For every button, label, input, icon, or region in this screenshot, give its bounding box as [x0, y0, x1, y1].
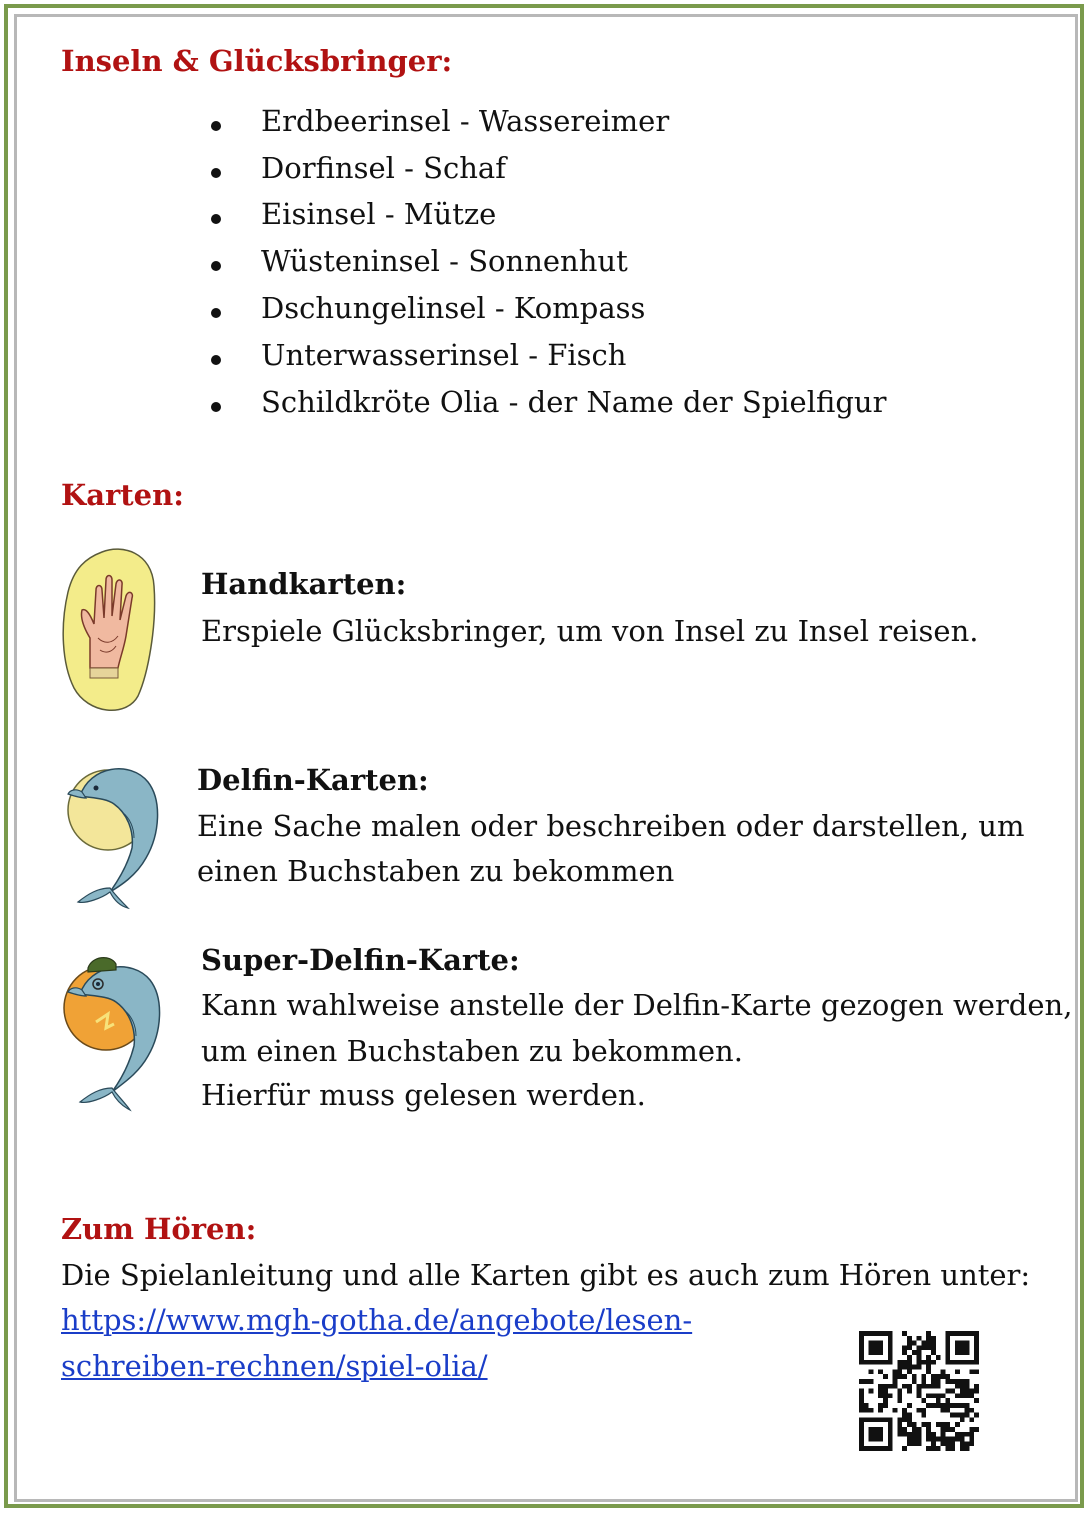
- qr-code-icon: [859, 1331, 979, 1451]
- super-dolphin-card-line: Kann wahlweise anstelle der Delfin-Karte gezogen werden,: [201, 988, 1073, 1022]
- bullet-icon: [211, 308, 221, 318]
- dolphin-card-line: einen Buchstaben zu bekommen: [197, 854, 675, 888]
- super-dolphin-card-title: Super-Delfin-Karte:: [201, 943, 520, 977]
- list-item-text: Schildkröte Olia - der Name der Spielfigur: [261, 385, 887, 419]
- hand-card-icon: [60, 546, 160, 714]
- audio-link[interactable]: schreiben-rechnen/spiel-olia/: [61, 1349, 488, 1383]
- listen-heading: Zum Hören:: [61, 1212, 257, 1246]
- bullet-icon: [211, 214, 221, 224]
- super-dolphin-card-line: Hierfür muss gelesen werden.: [201, 1078, 646, 1112]
- dolphin-card-title: Delfin-Karten:: [197, 763, 429, 797]
- islands-heading: Inseln & Glücksbringer:: [61, 44, 453, 78]
- bullet-icon: [211, 121, 221, 131]
- bullet-icon: [211, 261, 221, 271]
- cards-heading: Karten:: [61, 478, 184, 512]
- hand-card-title: Handkarten:: [201, 567, 407, 601]
- audio-link[interactable]: https://www.mgh-gotha.de/angebote/lesen-: [61, 1303, 693, 1337]
- listen-text: Die Spielanleitung und alle Karten gibt es auch zum Hören unter:: [61, 1258, 1031, 1292]
- list-item-text: Erdbeerinsel - Wassereimer: [261, 104, 670, 138]
- bullet-icon: [211, 402, 221, 412]
- super-dolphin-card-line: um einen Buchstaben zu bekommen.: [201, 1034, 743, 1068]
- super-dolphin-card-icon: [62, 944, 174, 1114]
- list-item-text: Dorfinsel - Schaf: [261, 151, 506, 185]
- list-item-text: Wüsteninsel - Sonnenhut: [261, 244, 628, 278]
- bullet-icon: [211, 355, 221, 365]
- listen-link-line[interactable]: [61, 1349, 488, 1383]
- listen-link-line[interactable]: [61, 1303, 692, 1337]
- list-item-text: Unterwasserinsel - Fisch: [261, 338, 627, 372]
- list-item-text: Eisinsel - Mütze: [261, 197, 497, 231]
- bullet-icon: [211, 168, 221, 178]
- hand-card-line: Erspiele Glücksbringer, um von Insel zu Insel reisen.: [201, 614, 979, 648]
- dolphin-card-icon: [62, 752, 170, 910]
- list-item-text: Dschungelinsel - Kompass: [261, 291, 646, 325]
- dolphin-card-line: Eine Sache malen oder beschreiben oder darstellen, um: [197, 809, 1025, 843]
